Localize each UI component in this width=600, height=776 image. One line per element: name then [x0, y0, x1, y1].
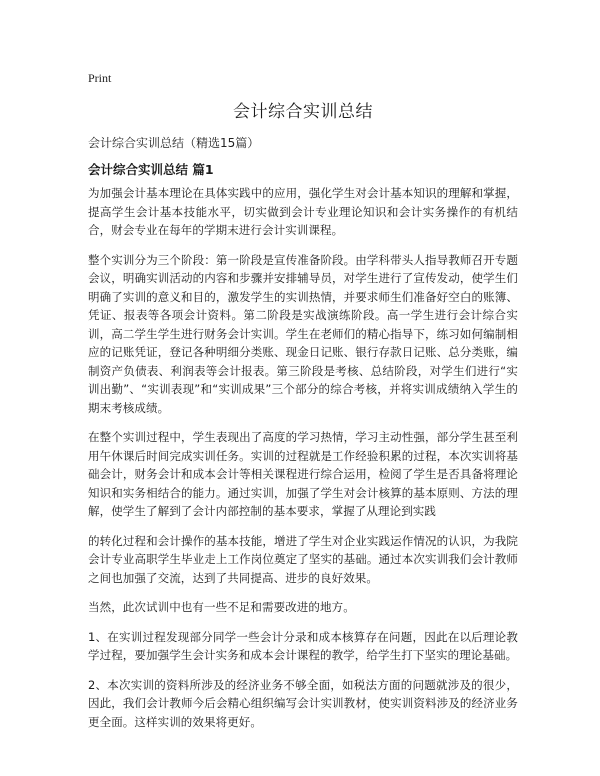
paragraph: 2、本次实训的资料所涉及的经济业务不够全面，如税法方面的问题就涉及的很少，因此，我们会计教师今后会精心组织编写会计实训教材，使实训资料涉及的经济业务更全面。这样实训的效果将更好。 — [88, 677, 518, 729]
paragraph: 为加强会计基本理论在具体实践中的应用，强化学生对会计基本知识的理解和掌握，提高学生会计基本技能水平，切实做到会计专业理论知识和会计实务操作的有机结合，财会专业在每年的学期末进行会计实训课程。 — [88, 186, 518, 237]
document-body — [88, 184, 518, 742]
document-title: 会计综合实训总结 — [233, 102, 373, 122]
paragraph: 当然，此次试训中也有一些不足和需要改进的地方。 — [88, 600, 355, 614]
paragraph: 在整个实训过程中，学生表现出了高度的学习热情，学习主动性强，部分学生甚至利用午休课后时间完成实训任务。实训的过程就是工作经验积累的过程，本次实训将基础会计，财务会计和成本会计等相关课程进行综合运用，检阅了学生是否具备将理论知识和实务相结合的能力。通过实训，加强了学生对会计核算的基本原则、方法的理解，使学生了解到了会计内部控制的基本要求，掌握了从理论到实践 — [88, 430, 518, 518]
paragraph: 整个实训分为三个阶段：第一阶段是宣传准备阶段。由学科带头人指导教师召开专题会议，明确实训活动的内容和步骤并安排辅导员，对学生进行了宣传发动，使学生们明确了实训的意义和目的，激发学生的实训热情，并要求师生们准备好空白的账簿、凭证、报表等各项会计资料。第二阶段是实战演练阶段。高一学生进行会计综合实训，高二学生学生进行财务会计实训。学生在老师们的精心指导下，练习如何编制相应的记账凭证，登记各种明细分类账、现金日记账、银行存款日记账、总分类账，编制资产负债表、利润表等会计报表。第三阶段是考核、总结阶段，对学生们进行“实训出勤”、“实训表现”和“实训成果”三个部分的综合考核，并将实训成绩纳入学生的期末考核成绩。 — [88, 252, 518, 415]
section-heading: 会计综合实训总结 篇1 — [88, 162, 214, 177]
print-link[interactable]: Print — [88, 71, 112, 85]
paragraph: 1、在实训过程发现部分同学一些会计分录和成本核算存在问题，因此在以后理论教学过程，要加强学生会计实务和成本会计课程的教学，给学生打下坚实的理论基础。 — [88, 629, 518, 662]
paragraph: 的转化过程和会计操作的基本技能，增进了学生对企业实践运作情况的认识，为我院会计专业高职学生毕业走上工作岗位奠定了坚实的基础。通过本次实训我们会计教师之间也加强了交流，达到了共同提高、进步的良好效果。 — [88, 533, 518, 585]
document-subtitle: 会计综合实训总结（精选15篇） — [88, 136, 260, 150]
